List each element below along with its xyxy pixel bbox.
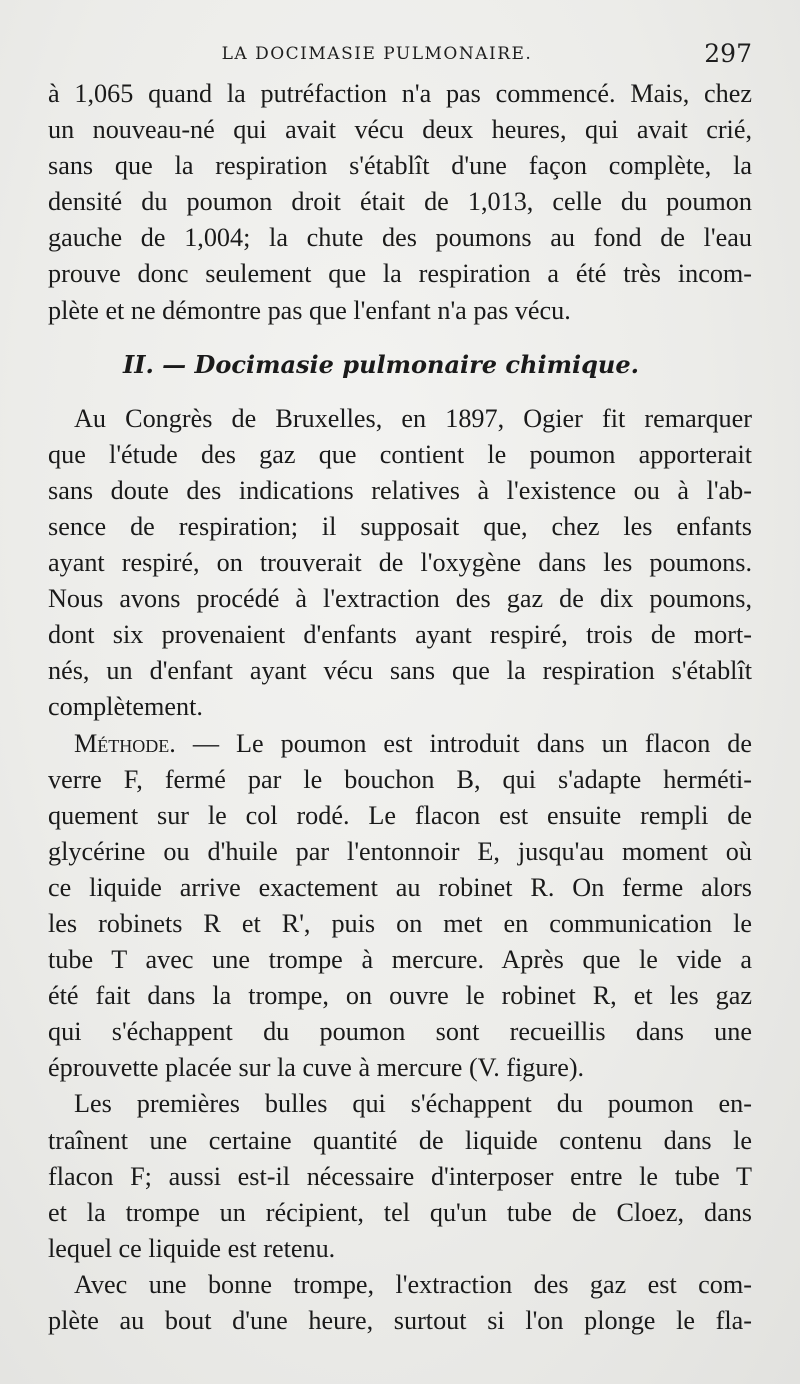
text-line: les robinets R et R', puis on met en communication le <box>48 908 752 938</box>
text-line: Les premières bulles qui s'échappent du poumon en- <box>74 1089 752 1119</box>
text-line: été fait dans la trompe, on ouvre le robinet R, et les gaz <box>48 981 752 1011</box>
text-line <box>48 726 752 762</box>
text-line: sence de respiration; il supposait que, chez les enfants <box>48 511 752 541</box>
text-line: sans doute des indications relatives à l'existence ou à l'ab- <box>48 475 752 505</box>
text-line: gauche de 1,004; la chute des poumons au fond de l'eau <box>48 223 752 253</box>
page-body <box>48 76 752 1339</box>
paragraph-3 <box>48 726 752 1087</box>
text-line: traînent une certaine quantité de liquide contenu dans le <box>48 1125 752 1155</box>
text-line: plète au bout d'une heure, surtout si l'on plonge le fla- <box>48 1306 752 1335</box>
text-line: ce liquide arrive exactement au robinet R. On ferme alors <box>48 872 752 902</box>
paragraph-1 <box>48 76 752 329</box>
section-heading: II. — Docimasie pulmonaire chimique. <box>123 349 639 379</box>
text-line: glycérine ou d'huile par l'entonnoir E, jusqu'au moment où <box>48 836 752 866</box>
text-line: plète et ne démontre pas que l'enfant n'a pas vécu. <box>48 295 571 325</box>
text-line: et la trompe un récipient, tel qu'un tube de Cloez, dans <box>48 1197 752 1227</box>
text-line: ayant respiré, on trouverait de l'oxygène dans les poumons. <box>48 548 752 578</box>
running-header <box>52 38 752 68</box>
text-line: densité du poumon droit était de 1,013, celle du poumon <box>48 187 752 217</box>
paragraph-2 <box>48 401 752 726</box>
text-line: nés, un d'enfant ayant vécu sans que la respiration s'établît <box>48 656 752 686</box>
text-line: flacon F; aussi est-il nécessaire d'interposer entre le tube T <box>48 1161 752 1191</box>
text-line: complètement. <box>48 692 203 722</box>
method-first-line: — Le poumon est introduit dans un flacon de <box>175 728 752 758</box>
text-line: à 1,065 quand la putréfaction n'a pas commencé. Mais, chez <box>48 79 752 108</box>
text-line: lequel ce liquide est retenu. <box>48 1233 336 1263</box>
text-line: sans que la respiration s'établît d'une façon complète, la <box>48 151 752 181</box>
text-line: éprouvette placée sur la cuve à mercure (V. figure). <box>48 1053 585 1083</box>
text-line: Avec une bonne trompe, l'extraction des gaz est com- <box>74 1269 752 1299</box>
running-title: LA DOCIMASIE PULMONAIRE. <box>221 44 533 64</box>
page-number: 297 <box>704 39 752 68</box>
text-line: qui s'échappent du poumon sont recueillis dans une <box>48 1017 752 1047</box>
text-line: Au Congrès de Bruxelles, en 1897, Ogier fit remarquer <box>74 403 752 433</box>
text-line: dont six provenaient d'enfants ayant respiré, trois de mort- <box>48 620 752 650</box>
paragraph-5 <box>48 1267 752 1339</box>
method-lead: Méthode. <box>74 728 176 758</box>
text-line: que l'étude des gaz que contient le poumon apporterait <box>48 439 752 469</box>
text-line: quement sur le col rodé. Le flacon est ensuite rempli de <box>48 800 752 830</box>
text-line: verre F, fermé par le bouchon B, qui s'adapte herméti- <box>48 764 752 794</box>
paragraph-4 <box>48 1086 752 1266</box>
text-line: un nouveau-né qui avait vécu deux heures, qui avait crié, <box>48 115 752 145</box>
text-line: prouve donc seulement que la respiration a été très incom- <box>48 259 752 289</box>
text-line: tube T avec une trompe à mercure. Après que le vide a <box>48 945 752 975</box>
text-line: Nous avons procédé à l'extraction des gaz de dix poumons, <box>48 584 752 614</box>
